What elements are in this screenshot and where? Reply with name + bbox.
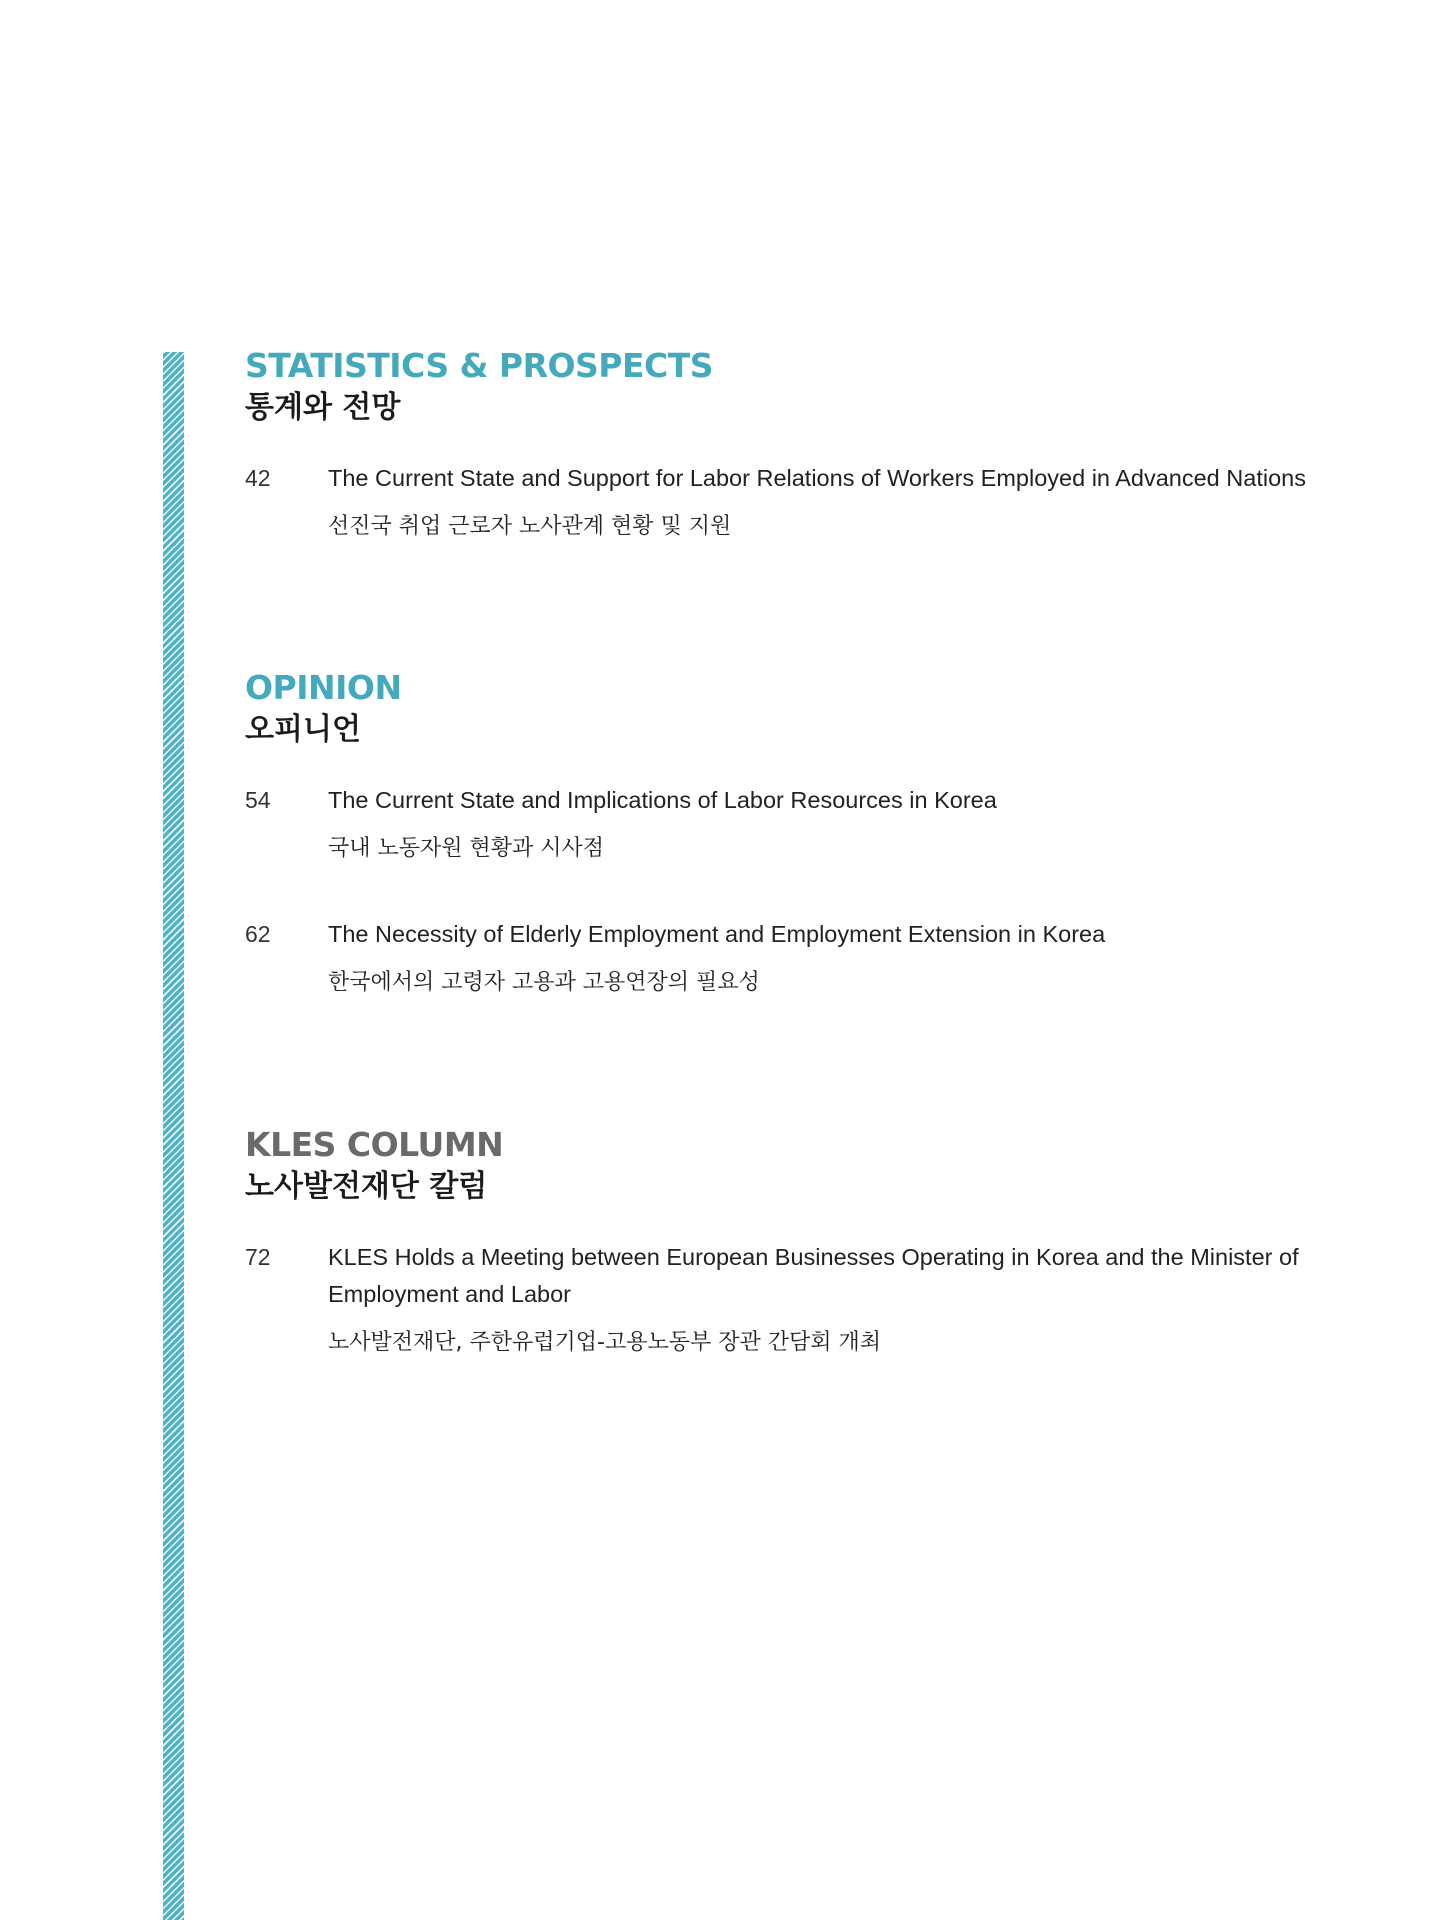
entry-title-ko: 국내 노동자원 현황과 시사점	[328, 836, 605, 861]
section-title-en: STATISTICS & PROSPECTS	[245, 346, 714, 385]
section-title-en: KLES COLUMN	[245, 1125, 504, 1164]
section-title-ko: 노사발전재단 칼럼	[245, 1169, 488, 1204]
entry-page-number: 54	[245, 787, 271, 813]
section-title-ko: 오피니언	[245, 712, 361, 747]
toc-entry[interactable]	[245, 1239, 1365, 1361]
entry-page-number: 62	[245, 921, 271, 947]
entry-title-ko: 선진국 취업 근로자 노사관계 현황 및 지원	[328, 514, 732, 539]
entry-title-en: The Necessity of Elderly Employment and Employment Extension in Korea	[328, 921, 1106, 947]
section-opinion	[245, 668, 1365, 1001]
entry-title-ko: 노사발전재단, 주한유럽기업-고용노동부 장관 간담회 개최	[328, 1330, 881, 1355]
entry-title-en: The Current State and Support for Labor Relations of Workers Employed in Advanced Nations	[328, 465, 1306, 491]
entry-title-en: KLES Holds a Meeting between European Businesses Operating in Korea and the Minister of Employment and Labor	[328, 1244, 1299, 1307]
section-statistics-prospects	[245, 346, 1365, 545]
decorative-stripe-bar	[163, 352, 184, 1920]
section-kles-column	[245, 1125, 1365, 1361]
section-title-en: OPINION	[245, 668, 402, 707]
section-title-ko: 통계와 전망	[245, 390, 401, 425]
toc-entry[interactable]	[245, 460, 1365, 545]
toc-entry[interactable]	[245, 782, 1365, 867]
entry-page-number: 72	[245, 1244, 271, 1270]
entry-title-ko: 한국에서의 고령자 고용과 고용연장의 필요성	[328, 970, 760, 995]
toc-entry[interactable]	[245, 916, 1365, 1001]
entry-page-number: 42	[245, 465, 271, 491]
entry-title-en: The Current State and Implications of Labor Resources in Korea	[328, 787, 997, 813]
